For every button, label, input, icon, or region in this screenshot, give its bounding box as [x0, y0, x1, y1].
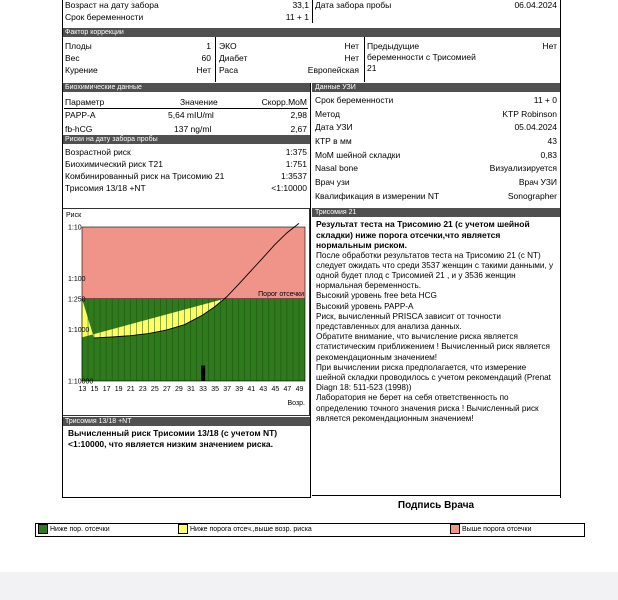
t1318-section: [62, 417, 310, 452]
uzi-row: Квалификация в измерении NT Sonographer: [315, 190, 557, 201]
legend-green-swatch: [38, 524, 48, 534]
t1318-text: Вычисленный риск Трисомии 13/18 (с учетом NT) <1:10000, что является низким значением риска.: [68, 428, 278, 449]
draw-date-row: Дата забора пробы 06.04.2024: [315, 0, 557, 10]
uzi-row: Метод KTP Robinson: [315, 108, 557, 119]
prev-pregnancy-value: Нет: [542, 41, 557, 51]
x-tick-label: 27: [162, 386, 171, 393]
correction-section: Фактор коррекции Плоды 1 Вес 60 Курение Нет ЭКО Нет Диабет Нет Раса Европейская Предыдущие беременности с Трисомией 21 Нет: [62, 28, 560, 37]
uzi-row: Nasal bone Визуализируется: [315, 163, 557, 174]
age-row: Возраст на дату забора 33,1: [65, 0, 309, 10]
t21-section: [312, 208, 560, 424]
y-tick-label: 1:1000: [68, 327, 90, 335]
cutoff-label: Порог отсечки: [258, 290, 304, 298]
x-tick-label: 41: [247, 386, 256, 393]
risk-chart-svg: [62, 208, 310, 416]
legend: [35, 523, 585, 537]
uzi-row: Дата УЗИ 05.04.2024: [315, 122, 557, 133]
above-cutoff-area: [82, 227, 305, 299]
biochem-header: Биохимические данные: [62, 83, 310, 92]
x-tick-label: 37: [223, 386, 232, 393]
prev-pregnancy-label: Предыдущие беременности с Трисомией 21: [367, 41, 476, 73]
risk-row: Возрастной риск 1:375: [65, 147, 307, 157]
x-tick-label: 25: [150, 386, 159, 393]
x-tick-label: 21: [126, 386, 135, 393]
y-tick-label: 1:250: [68, 296, 86, 304]
risk-row: Комбинированный риск на Трисомию 21 1:3537: [65, 171, 307, 181]
t21-line: Риск, вычисленный PRISCA зависит от точности представленных для анализа данных.: [316, 311, 501, 331]
legend-green: Ниже пор. отсечки: [38, 524, 110, 536]
y-tick-label: 1:100: [68, 275, 86, 283]
x-tick-label: 39: [235, 386, 244, 393]
biochem-row-hcg: fb-hCG 137 ng/ml 2,67: [65, 124, 307, 134]
x-tick-label: 43: [259, 386, 268, 393]
uzi-section: [312, 83, 560, 204]
x-tick-label: 45: [271, 386, 280, 393]
t21-line: Обратите внимание, что вычисление риска является статистическим приближением ! Вычисленный риск является рекомендационным значением!: [316, 332, 550, 362]
risk-chart: [62, 208, 310, 416]
legend-yellow: Ниже порога отсеч.,выше возр. риска: [178, 524, 312, 536]
biochem-col-headers: Параметр Значение Скорр.MoM: [65, 97, 307, 107]
signature-label: Подпись Врача: [397, 500, 475, 511]
biochem-row-pappa: PAPP-A 5,64 mIU/ml 2,98: [65, 110, 307, 120]
t21-line: Высокий уровень PAPP-A: [316, 301, 414, 311]
x-tick-label: 47: [283, 386, 292, 393]
t21-line: Лаборатория не берет на себя ответственность по определению точного значения риска ! Вычисленный риск является рекомендационным значением!: [316, 393, 539, 423]
legend-yellow-swatch: [178, 524, 188, 534]
patient-marker: [201, 366, 205, 381]
t21-bold: Результат теста на Трисомию 21 (с учетом шейной складки) ниже порога отсечки,что является нормальным риском.: [316, 219, 530, 250]
risks-header: Риски на дату забора пробы: [62, 135, 310, 144]
x-tick-label: 23: [138, 386, 147, 393]
y-axis-label: Риск: [66, 212, 82, 219]
x-tick-label: 49: [295, 386, 304, 393]
x-tick-label: 15: [90, 386, 99, 393]
x-tick-label: 17: [102, 386, 111, 393]
uzi-row: КТР в мм 43: [315, 136, 557, 147]
ga-row: Срок беременности 11 + 1: [65, 12, 309, 22]
t21-header: Трисомия 21: [312, 208, 560, 217]
x-tick-label: 33: [199, 386, 207, 393]
t21-line: После обработки результатов теста на Трисомию 21 (с NT) следует ожидать что среди 3537 женщин с такими данными, у одной будет плод с Трисомией 21 , и у 3536 женщин нормальная беременность.: [316, 250, 554, 291]
x-tick-label: 31: [187, 386, 195, 393]
uzi-row: Врач узи Врач УЗИ: [315, 177, 557, 188]
risk-row: Трисомия 13/18 +NT <1:10000: [65, 183, 307, 193]
y-tick-label: 1:10: [68, 224, 82, 232]
x-tick-label: 35: [211, 386, 219, 393]
biochem-section: [62, 83, 310, 194]
correction-header: Фактор коррекции: [62, 28, 560, 37]
risk-row: Биохимический риск Т21 1:751: [65, 159, 307, 169]
uzi-header: Данные УЗИ: [312, 83, 560, 92]
uzi-row: Срок беременности 11 + 0: [315, 95, 557, 105]
x-tick-label: 13: [78, 386, 87, 393]
legend-pink: Выше порога отсечки: [450, 524, 532, 536]
y-tick-label: 1:10000: [68, 378, 94, 386]
uzi-row: MoM шейной складки 0,83: [315, 149, 557, 160]
t1318-header: Трисомия 13/18 +NT: [62, 417, 310, 426]
x-axis-label: Возр.: [287, 400, 305, 407]
t21-line: Высокий уровень free beta HCG: [316, 291, 437, 301]
legend-pink-swatch: [450, 524, 460, 534]
top-section: [62, 0, 560, 23]
x-tick-label: 19: [114, 386, 123, 393]
x-tick-label: 29: [175, 386, 183, 393]
t21-line: При вычислении риска предполагается, что измерение шейной складки проводилось с учетом рекомендаций (Prenat Diagn 18: 511-523 (1998)): [316, 362, 551, 393]
